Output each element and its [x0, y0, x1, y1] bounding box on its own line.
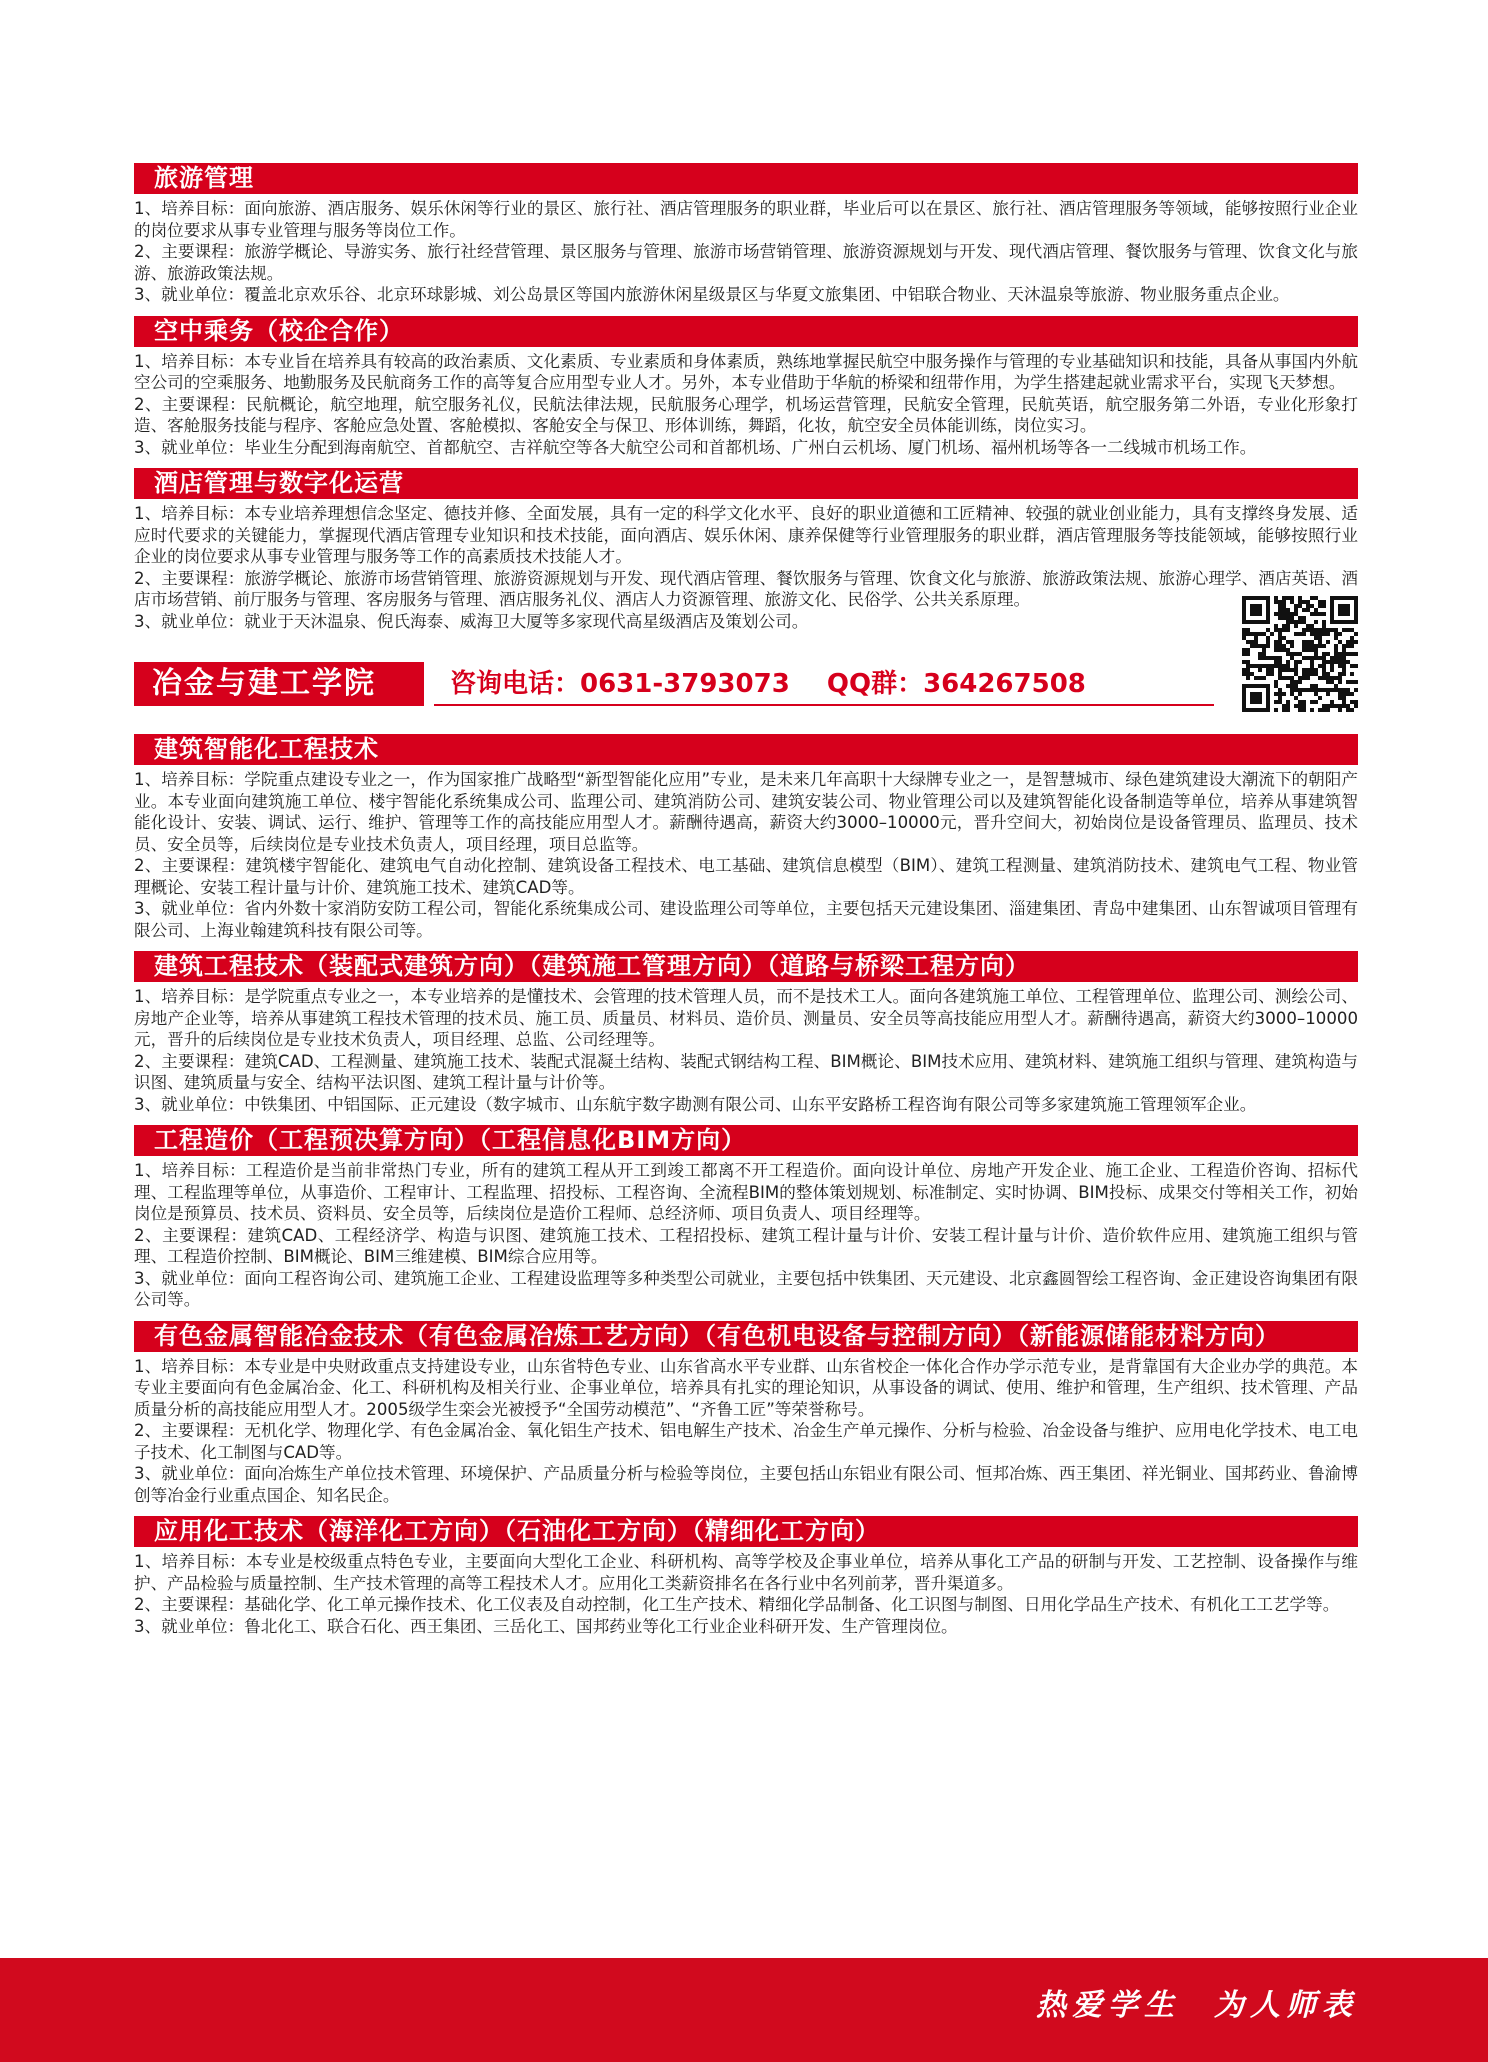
college-name: 冶金与建工学院 [134, 662, 424, 706]
training-goal: 1、培养目标：是学院重点专业之一，本专业培养的是懂技术、会管理的技术管理人员，而不是技术工人。面向各建筑施工单位、工程管理单位、监理公司、测绘公司、房地产企业等，培养从事建筑工程技术管理的技术员、施工员、质量员、材料员、造价员、测量员、安全员等高技能应用型人才。薪酬待遇高，薪资大约3000–10000元，晋升的后续岗位是专业技术负责人，项目经理、总监、公司经理等。 [134, 987, 1358, 1049]
training-goal: 1、培养目标：本专业旨在培养具有较高的政治素质、文化素质、专业素质和身体素质，熟练地掌握民航空中服务操作与管理的专业基础知识和技能，具备从事国内外航空公司的空乘服务、地勤服务及民航商务工作的高等复合应用型专业人才。另外，本专业借助于华航的桥梁和纽带作用，为学生搭建起就业需求平台，实现飞天梦想。 [134, 351, 1358, 392]
main-courses: 2、主要课程：旅游学概论、导游实务、旅行社经营管理、景区服务与管理、旅游市场营销管理、旅游资源规划与开发、现代酒店管理、餐饮服务与管理、饮食文化与旅游、旅游政策法规。 [134, 242, 1358, 283]
employers: 3、就业单位：面向冶炼生产单位技术管理、环境保护、产品质量分析与检验等岗位，主要包括山东铝业有限公司、恒邦冶炼、西王集团、祥光铜业、国邦药业、鲁渝博创等冶金行业重点国企、知名民企。 [134, 1464, 1358, 1505]
divider [434, 704, 1214, 706]
qr-code-icon [1242, 596, 1358, 712]
slogan-part-1: 热爱学生 [1036, 1988, 1180, 2023]
main-courses: 2、主要课程：旅游学概论、旅游市场营销管理、旅游资源规划与开发、现代酒店管理、餐饮服务与管理、饮食文化与旅游、旅游政策法规、旅游心理学、酒店英语、酒店市场营销、前厅服务与管理、客房服务与管理、酒店服务礼仪、酒店人力资源管理、旅游文化、民俗学、公共关系原理。 [134, 568, 1358, 609]
training-goal: 1、培养目标：本专业培养理想信念坚定、德技并修、全面发展，具有一定的科学文化水平、良好的职业道德和工匠精神、较强的就业创业能力，具有支撑终身发展、适应时代要求的关键能力，掌握现代酒店管理专业知识和技术技能，面向酒店、娱乐休闲、康养保健等行业管理服务的职业群，酒店管理服务等技能领域，能够按照行业企业的岗位要求从事专业管理与服务等工作的高素质技术技能人才。 [134, 504, 1358, 566]
main-courses: 2、主要课程：基础化学、化工单元操作技术、化工仪表及自动控制，化工生产技术、精细化学品制备、化工识图与制图、日用化学品生产技术、有机化工工艺学等。 [134, 1595, 1340, 1614]
major-construction-engineering [134, 951, 1358, 1115]
training-goal: 1、培养目标：工程造价是当前非常热门专业，所有的建筑工程从开工到竣工都离不开工程造价。面向设计单位、房地产开发企业、施工企业、工程造价咨询、招标代理、工程监理等单位，从事造价、工程审计、工程监理、招投标、工程咨询、全流程BIM的整体策划规划、标准制定、实时协调、BIM投标、成果交付等相关工作，初始岗位是预算员、技术员、资料员、安全员等，后续岗位是造价工程师、总经济师、项目负责人、项目经理等。 [134, 1161, 1358, 1223]
training-goal: 1、培养目标：本专业是中央财政重点支持建设专业，山东省特色专业、山东省高水平专业群、山东省校企一体化合作办学示范专业，是背靠国有大企业办学的典范。本专业主要面向有色金属冶金、化工、科研机构及相关行业、企事业单位，培养具有扎实的理论知识，从事设备的调试、使用、维护和管理，生产组织、技术管理、产品质量分析的高技能应用型人才。2005级学生栾会光被授予“全国劳动模范”、“齐鲁工匠”等荣誉称号。 [134, 1356, 1358, 1419]
major-tourism [134, 163, 1358, 306]
content [134, 163, 1358, 1647]
qq-group: QQ群：364267508 [826, 669, 1086, 699]
section-title: 酒店管理与数字化运营 [134, 468, 1358, 499]
slogan-part-2: 为人师表 [1214, 1988, 1358, 2023]
employers: 3、就业单位：毕业生分配到海南航空、首都航空、吉祥航空等各大航空公司和首都机场、广州白云机场、厦门机场、福州机场等各一二线城市机场工作。 [134, 437, 1257, 457]
training-goal: 1、培养目标：面向旅游、酒店服务、娱乐休闲等行业的景区、旅行社、酒店管理服务的职业群，毕业后可以在景区、旅行社、酒店管理服务等领域，能够按照行业企业的岗位要求从事专业管理与服务等岗位工作。 [134, 199, 1358, 240]
phone-number: 咨询电话：0631-3793073 [450, 669, 790, 699]
college-header [134, 642, 1358, 728]
section-title: 应用化工技术（海洋化工方向）（石油化工方向）（精细化工方向） [134, 1516, 1358, 1547]
major-building-intelligence [134, 734, 1358, 941]
major-metallurgy [134, 1321, 1358, 1507]
employers: 3、就业单位：覆盖北京欢乐谷、北京环球影城、刘公岛景区等国内旅游休闲星级景区与华夏文旅集团、中铝联合物业、天沐温泉等旅游、物业服务重点企业。 [134, 285, 1290, 304]
employers: 3、就业单位：面向工程咨询公司、建筑施工企业、工程建设监理等多种类型公司就业，主要包括中铁集团、天元建设、北京鑫圆智绘工程咨询、金正建设咨询集团有限公司等。 [134, 1268, 1358, 1309]
section-title: 建筑工程技术（装配式建筑方向）（建筑施工管理方向）（道路与桥梁工程方向） [134, 951, 1358, 982]
footer-bar [0, 1958, 1488, 2062]
section-title: 旅游管理 [134, 163, 1358, 194]
major-hotel-management [134, 468, 1358, 632]
section-title: 有色金属智能冶金技术（有色金属冶炼工艺方向）（有色机电设备与控制方向）（新能源储能材料方向） [134, 1321, 1358, 1352]
employers: 3、就业单位：中铁集团、中铝国际、正元建设（数字城市、山东航宇数字勘测有限公司、山东平安路桥工程咨询有限公司等多家建筑施工管理领军企业。 [134, 1094, 1257, 1114]
college-contact [450, 664, 1114, 704]
main-courses: 2、主要课程：无机化学、物理化学、有色金属冶金、氧化铝生产技术、铝电解生产技术、冶金生产单元操作、分析与检验、冶金设备与维护、应用电化学技术、电工电子技术、化工制图与CAD等。 [134, 1421, 1358, 1462]
employers: 3、就业单位：省内外数十家消防安防工程公司，智能化系统集成公司、建设监理公司等单位，主要包括天元建设集团、淄建集团、青岛中建集团、山东智诚项目管理有限公司、上海业翰建筑科技有限公司等。 [134, 899, 1358, 940]
main-courses: 2、主要课程：建筑楼宇智能化、建筑电气自动化控制、建筑设备工程技术、电工基础、建筑信息模型（BIM）、建筑工程测量、建筑消防技术、建筑电气工程、物业管理概论、安装工程计量与计价、建筑施工技术、建筑CAD等。 [134, 856, 1358, 897]
main-courses: 2、主要课程：建筑CAD、工程经济学、构造与识图、建筑施工技术、工程招投标、建筑工程计量与计价、安装工程计量与计价、造价软件应用、建筑施工组织与管理、工程造价控制、BIM概论、BIM三维建模、BIM综合应用等。 [134, 1225, 1358, 1266]
training-goal: 1、培养目标：学院重点建设专业之一，作为国家推广战略型“新型智能化应用”专业，是未来几年高职十大绿牌专业之一，是智慧城市、绿色建筑建设大潮流下的朝阳产业。本专业面向建筑施工单位、楼宇智能化系统集成公司、监理公司、建筑消防公司、建筑安装公司、物业管理公司以及建筑智能化设备制造等单位，培养从事建筑智能化设计、安装、调试、运行、维护、管理等工作的高技能应用型人才。薪酬待遇高，薪资大约3000–10000元，晋升空间大，初始岗位是设备管理员、监理员、技术员、安全员等，后续岗位是专业技术负责人，项目经理，项目总监等。 [134, 770, 1358, 854]
major-engineering-cost [134, 1125, 1358, 1311]
section-title: 工程造价（工程预决算方向）（工程信息化BIM方向） [134, 1125, 1358, 1156]
main-courses: 2、主要课程：民航概论，航空地理，航空服务礼仪，民航法律法规，民航服务心理学，机场运营管理，民航安全管理，民航英语，航空服务第二外语，专业化形象打造、客舱服务技能与程序、客舱应急处置、客舱模拟、客舱安全与保卫、形体训练，舞蹈，化妆，航空安全员体能训练，岗位实习。 [134, 394, 1358, 435]
major-flight-attendant [134, 316, 1358, 459]
footer-slogan [1036, 1980, 1358, 2024]
main-courses: 2、主要课程：建筑CAD、工程测量、建筑施工技术、装配式混凝土结构、装配式钢结构工程、BIM概论、BIM技术应用、建筑材料、建筑施工组织与管理、建筑构造与识图、建筑质量与安全、结构平法识图、建筑工程计量与计价等。 [134, 1051, 1358, 1092]
section-title: 空中乘务（校企合作） [134, 316, 1358, 347]
employers: 3、就业单位：就业于天沐温泉、倪氏海泰、威海卫大厦等多家现代高星级酒店及策划公司。 [134, 611, 809, 631]
training-goal: 1、培养目标：本专业是校级重点特色专业，主要面向大型化工企业、科研机构、高等学校及企事业单位，培养从事化工产品的研制与开发、工艺控制、设备操作与维护、产品检验与质量控制、生产技术管理的高等工程技术人才。应用化工类薪资排名在各行业中名列前茅，晋升渠道多。 [134, 1552, 1358, 1593]
major-applied-chemical [134, 1516, 1358, 1637]
employers: 3、就业单位：鲁北化工、联合石化、西王集团、三岳化工、国邦药业等化工行业企业科研开发、生产管理岗位。 [134, 1616, 958, 1636]
section-title: 建筑智能化工程技术 [134, 734, 1358, 765]
